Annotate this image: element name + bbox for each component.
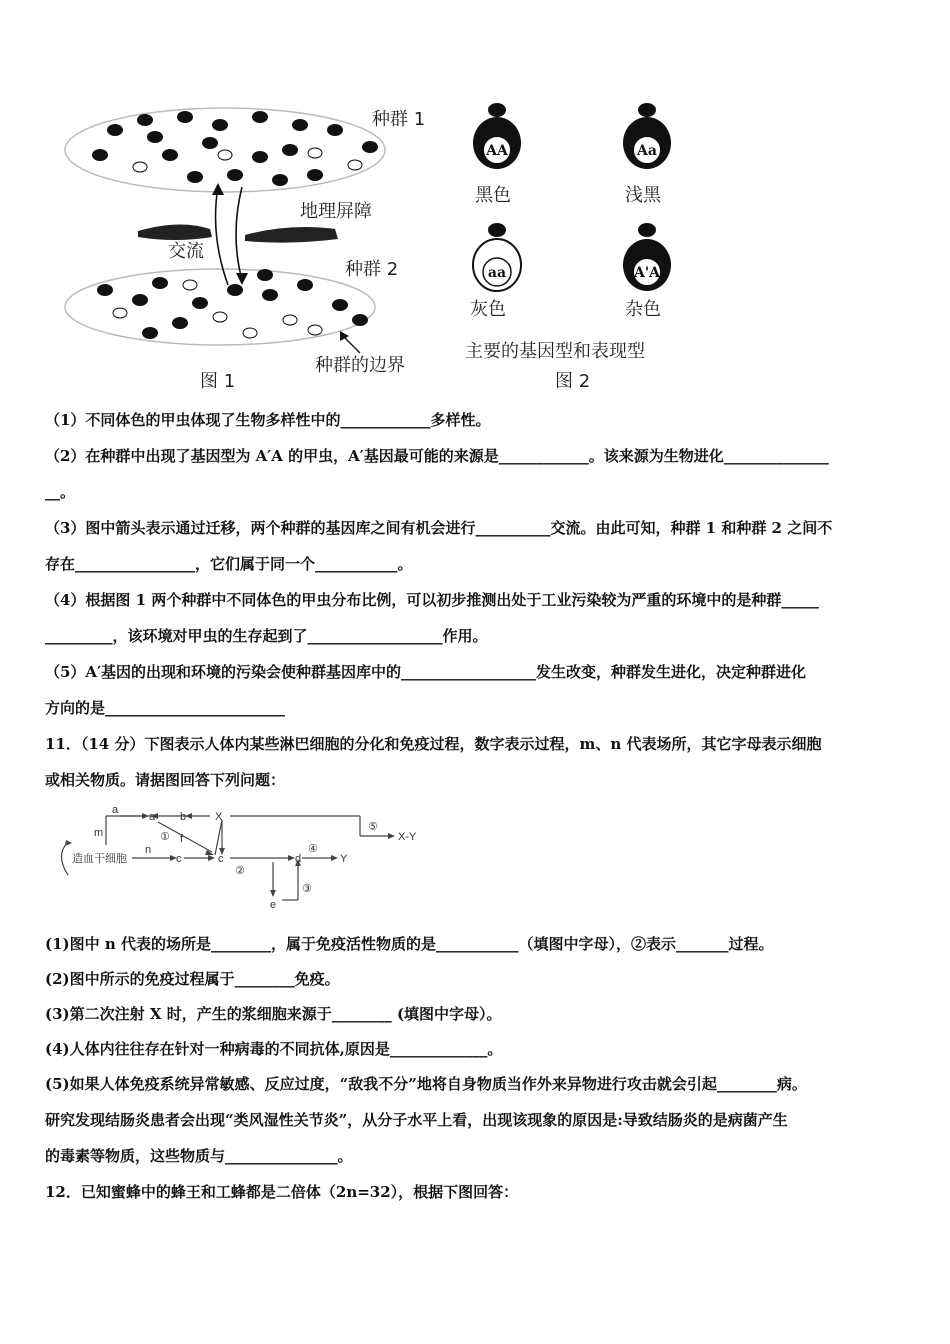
diagram-step-1: ① <box>160 831 170 843</box>
figure-2-genotype-phenotype <box>455 95 715 395</box>
diagram-step-3: ③ <box>302 883 312 895</box>
phenotype-light-black: 浅黑 <box>625 185 661 206</box>
diagram-step-4: ④ <box>308 843 318 855</box>
q10-line-7: _________，该环境对甲虫的生存起到了__________________作用。 <box>45 627 488 645</box>
q11-question-1: (1)图中 n 代表的场所是________，属于免疫活性物质的是___________（填图中字母），②表示_______过程。 <box>45 935 774 953</box>
diagram-a-top-label: a <box>112 804 119 816</box>
q10-line-8: （5）A′基因的出现和环境的污染会使种群基因库中的__________________发生改变，种群发生进化，决定种群进化 <box>45 663 807 681</box>
figure-2-caption: 图 2 <box>555 371 591 392</box>
diagram-f-label: f <box>180 833 184 845</box>
phenotype-grey: 灰色 <box>470 299 506 320</box>
diagram-step-5: ⑤ <box>368 821 378 833</box>
population-1-label: 种群 1 <box>372 109 426 130</box>
geographic-barrier-right <box>245 227 338 243</box>
q11-question-5-line-3: 的毒素等物质，这些物质与_______________。 <box>45 1147 353 1165</box>
q11-question-5-line-1: (5)如果人体免疫系统异常敏感、反应过度，“敌我不分”地将自身物质当作外来异物进行攻击就会引起________病。 <box>45 1075 807 1093</box>
figure-2-subtitle: 主要的基因型和表现型 <box>465 341 645 362</box>
svg-text:A'A: A'A <box>633 265 661 281</box>
population-2-boundary <box>65 269 375 345</box>
beetle-aa-black <box>473 103 521 206</box>
diagram-c1-label: c <box>176 853 182 865</box>
diagram-m-label: m <box>94 827 104 839</box>
diagram-d-label: d <box>295 853 302 865</box>
q12-stem: 12．已知蜜蜂中的蜂王和工蜂都是二倍体（2n=32），根据下图回答： <box>45 1183 519 1201</box>
population-boundary-label: 种群的边界 <box>315 355 405 376</box>
svg-text:aa: aa <box>487 265 507 281</box>
diagram-xy-label: X-Y <box>398 831 417 843</box>
diagram-y-label: Y <box>340 853 348 865</box>
geographic-barrier-label: 地理屏障 <box>300 201 372 222</box>
q11-stem-line-1: 11．（14 分）下图表示人体内某些淋巴细胞的分化和免疫过程，数字表示过程，m、n 代表场所，其它字母表示细胞 <box>45 735 822 753</box>
figure-1-caption: 图 1 <box>200 371 236 392</box>
q10-line-3: __。 <box>45 483 76 501</box>
geographic-barrier <box>138 224 212 240</box>
diagram-step-2: ② <box>235 865 245 877</box>
diagram-b-label: b <box>180 811 187 823</box>
q11-question-5-line-2: 研究发现结肠炎患者会出现“类风湿性关节炎”，从分子水平上看，出现该现象的原因是:导致结肠炎的是病菌产生 <box>45 1111 788 1129</box>
exchange-arrow-down <box>236 187 242 280</box>
diagram-source-label: 造血干细胞 <box>72 853 127 865</box>
diagram-c2-label: c <box>218 853 224 865</box>
q11-stem-line-2: 或相关物质。请据图回答下列问题： <box>45 771 286 789</box>
diagram-a-label: a <box>149 811 156 823</box>
phenotype-mottled: 杂色 <box>625 299 661 320</box>
q10-line-9: 方向的是________________________ <box>45 699 286 717</box>
diagram-n-label: n <box>145 844 152 856</box>
q10-line-1: （1）不同体色的甲虫体现了生物多样性中的____________多样性。 <box>45 411 491 429</box>
exchange-label: 交流 <box>168 241 204 262</box>
q11-question-4: (4)人体内往往存在针对一种病毒的不同抗体,原因是_____________。 <box>45 1040 503 1058</box>
figure-1-population-diagram <box>60 95 450 395</box>
q11-question-3: (3)第二次注射 X 时，产生的浆细胞来源于________ (填图中字母）。 <box>45 1005 502 1023</box>
population-2-label: 种群 2 <box>345 259 399 280</box>
q10-line-4: （3）图中箭头表示通过迁移，两个种群的基因库之间有机会进行__________交流。由此可知，种群 1 和种群 2 之间不 <box>45 519 833 537</box>
q10-line-2: （2）在种群中出现了基因型为 A′A 的甲虫，A′基因最可能的来源是____________。该来源为生物进化______________ <box>45 447 829 465</box>
beetle-aa-grey <box>470 223 521 320</box>
svg-text:Aa: Aa <box>637 143 657 159</box>
diagram-x-label: X <box>215 811 223 823</box>
q10-line-5: 存在________________，它们属于同一个___________。 <box>45 555 413 573</box>
beetle-a-prime-a-mottled <box>623 223 671 320</box>
phenotype-black: 黑色 <box>475 185 511 206</box>
q11-immune-process-diagram <box>50 800 440 915</box>
diagram-e-label: e <box>270 899 277 911</box>
q10-line-6: （4）根据图 1 两个种群中不同体色的甲虫分布比例，可以初步推测出处于工业污染较为严重的环境中的是种群_____ <box>45 591 819 609</box>
beetle-aa-light-black <box>623 103 671 206</box>
q11-question-2: (2)图中所示的免疫过程属于________免疫。 <box>45 970 340 988</box>
svg-text:AA: AA <box>486 143 508 159</box>
population-1-beetles <box>92 111 378 186</box>
exchange-arrow-up <box>216 187 228 285</box>
